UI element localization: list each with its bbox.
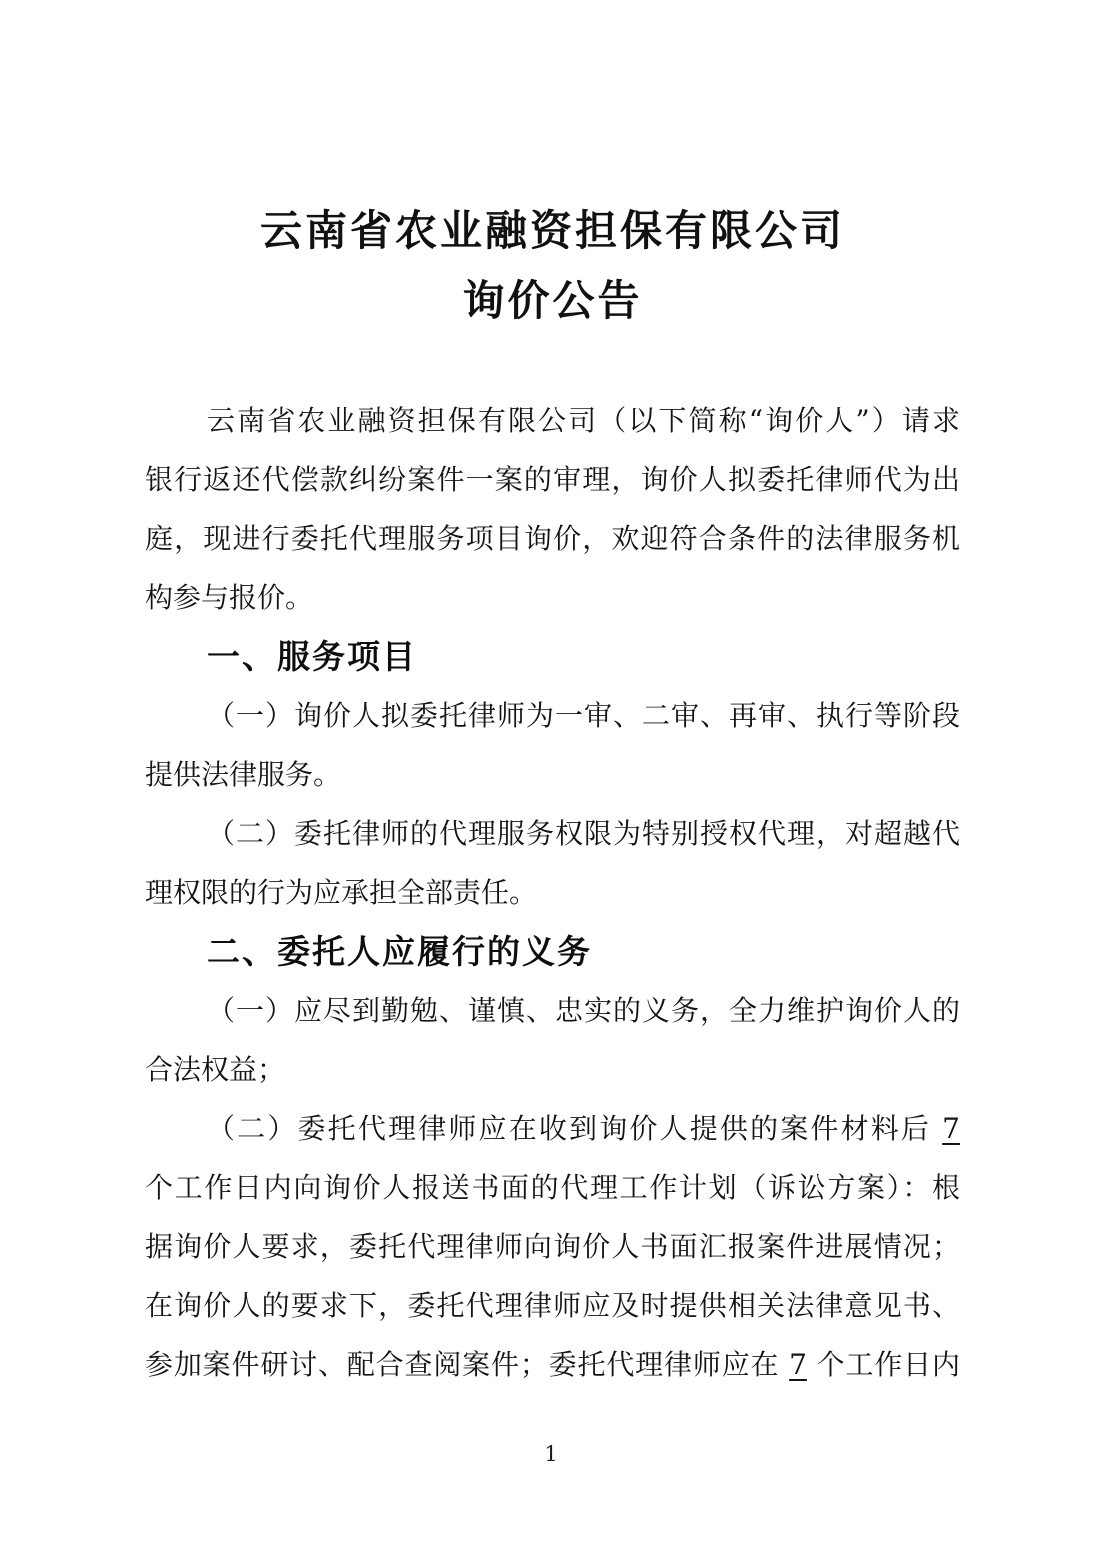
- text-segment: 参加案件研讨、配合查阅案件；委托代理律师应在: [145, 1348, 790, 1381]
- underlined-number: 7: [942, 1112, 960, 1145]
- section-heading: [145, 627, 960, 686]
- text-segment: 二、委托人应履行的义务: [207, 932, 592, 971]
- text-segment: （一）询价人拟委托律师为一审、二审、再审、执行等阶段: [207, 699, 960, 732]
- text-segment: （二）委托代理律师应在收到询价人提供的案件材料后: [207, 1112, 943, 1145]
- text-segment: 理权限的行为应承担全部责任。: [145, 876, 538, 909]
- text-line: [145, 1276, 960, 1335]
- text-line: [145, 1335, 960, 1394]
- text-segment: （一）应尽到勤勉、谨慎、忠实的义务，全力维护询价人的: [207, 994, 960, 1027]
- text-line: [145, 686, 960, 745]
- text-segment: （二）委托律师的代理服务权限为特别授权代理，对超越代: [207, 817, 960, 850]
- text-segment: 银行返还代偿款纠纷案件一案的审理，询价人拟委托律师代为出: [145, 463, 960, 496]
- text-segment: 个工作日内: [806, 1348, 960, 1381]
- text-line: [145, 568, 960, 627]
- text-line: [145, 981, 960, 1040]
- text-line: [145, 745, 960, 804]
- page-number: 1: [544, 1442, 558, 1466]
- text-segment: 提供法律服务。: [145, 758, 342, 791]
- text-line: [145, 1099, 960, 1158]
- text-line: [145, 1158, 960, 1217]
- document-content: [145, 0, 960, 1394]
- text-line: [145, 1217, 960, 1276]
- text-segment: 据询价人要求，委托代理律师向询价人书面汇报案件进展情况；: [145, 1230, 960, 1263]
- text-segment: 在询价人的要求下，委托代理律师应及时提供相关法律意见书、: [145, 1289, 960, 1322]
- text-line: [145, 863, 960, 922]
- title-line-1: 云南省农业融资担保有限公司: [259, 206, 845, 255]
- text-line: [145, 509, 960, 568]
- title-line-2: 询价公告: [462, 276, 643, 325]
- text-segment: 一、服务项目: [207, 637, 417, 676]
- underlined-number: 7: [789, 1348, 807, 1381]
- text-line: [145, 804, 960, 863]
- text-line: [145, 450, 960, 509]
- text-segment: 个工作日内向询价人报送书面的代理工作计划（诉讼方案）：根: [145, 1171, 960, 1204]
- text-segment: 合法权益；: [145, 1053, 286, 1086]
- text-line: [145, 1040, 960, 1099]
- text-segment: 庭，现进行委托代理服务项目询价，欢迎符合条件的法律服务机: [145, 522, 960, 555]
- text-segment: 云南省农业融资担保有限公司（以下简称“询价人”）请求: [207, 404, 960, 437]
- text-line: [145, 391, 960, 450]
- section-heading: [145, 922, 960, 981]
- text-segment: 构参与报价。: [145, 581, 314, 614]
- document-body: [145, 391, 960, 1394]
- document-title: [145, 196, 960, 336]
